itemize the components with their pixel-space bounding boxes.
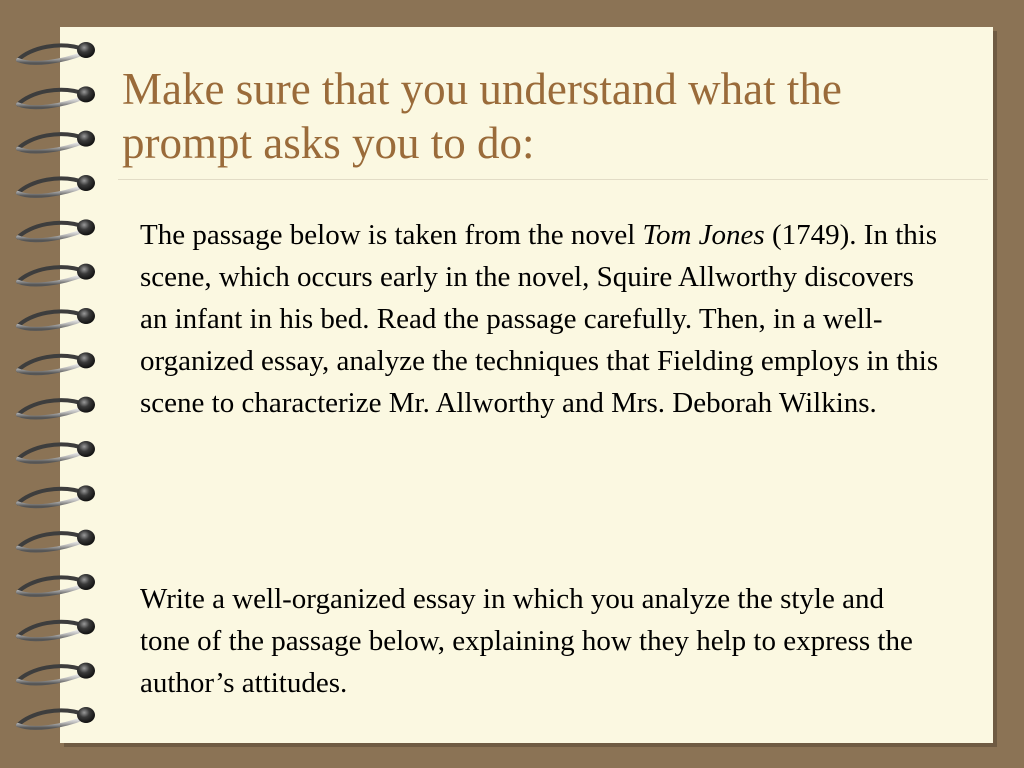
spiral-ring-icon (18, 264, 95, 285)
spiral-ring-icon (18, 219, 95, 240)
novel-title: Tom Jones (642, 219, 765, 251)
spiral-ring-icon (18, 441, 95, 462)
passage-prompt-paragraph (140, 214, 940, 424)
spiral-ring-icon (18, 86, 95, 107)
spiral-ring-icon (18, 397, 95, 418)
slide-title: Make sure that you understand what the prompt asks you to do: (122, 64, 842, 168)
spiral-ring-icon (18, 485, 95, 506)
spiral-binding-icon (0, 0, 110, 768)
spiral-ring-icon (18, 175, 95, 196)
paragraph1-text-end: (1749). In this scene, which occurs early in the novel, Squire Allworthy discovers an infant in his bed. Read the passage carefully. Then, in a well-organized essay, analyze the techniques that Fielding employs in this scene to characterize Mr. Allworthy and Mrs. Deborah Wilkins. (140, 219, 939, 419)
spiral-ring-icon (18, 42, 95, 63)
spiral-ring-icon (18, 707, 95, 728)
spiral-ring-icon (18, 574, 95, 595)
title-divider (118, 179, 988, 180)
spiral-ring-icon (18, 663, 95, 684)
spiral-ring-icon (18, 618, 95, 639)
essay-prompt-paragraph: Write a well-organized essay in which you analyze the style and tone of the passage below, explaining how they help to express the author’s attitudes. (140, 583, 913, 699)
spiral-ring-icon (18, 530, 95, 551)
paragraph1-text-start: The passage below is taken from the novel (140, 219, 643, 251)
spiral-ring-icon (18, 352, 95, 373)
spiral-ring-icon (18, 131, 95, 152)
spiral-ring-icon (18, 308, 95, 329)
